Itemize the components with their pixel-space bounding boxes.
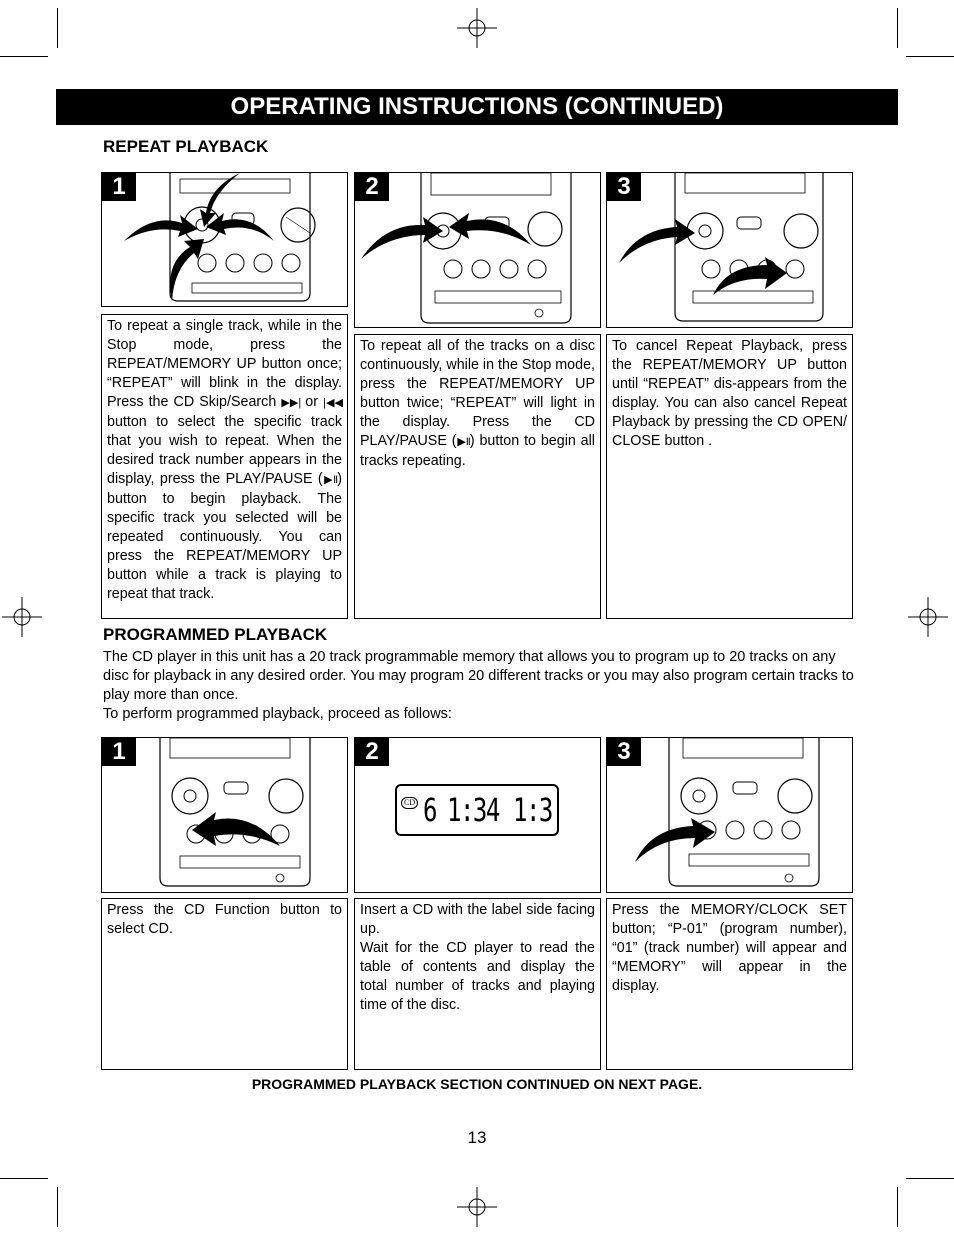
crop-mark [0, 1178, 48, 1179]
instruction-text: To repeat all of the tracks on a disc continuously, while in the Stop mode, press the REPEAT/MEMORY UP button twice; “REPEAT” will light in the display. Press the CD PLAY/PAUSE ( [360, 338, 595, 449]
repeat-step-1-text [101, 314, 348, 619]
crop-mark [906, 56, 954, 57]
registration-mark-icon [457, 1187, 497, 1227]
instruction-text: or [305, 394, 319, 410]
display-track-count: 6 [423, 791, 438, 829]
crop-mark [897, 8, 898, 48]
instruction-text: Press the CD Function button to select CD. [107, 902, 342, 937]
crop-mark [57, 1187, 58, 1227]
instruction-text: Insert a CD with the label side facing up. [360, 902, 595, 937]
section-heading-repeat: REPEAT PLAYBACK [103, 137, 269, 156]
display-total-time: 1:34 [447, 791, 499, 829]
page-title: OPERATING INSTRUCTIONS (CONTINUED) [56, 89, 898, 125]
play-pause-icon: ▶II [456, 436, 470, 448]
registration-mark-icon [2, 597, 42, 637]
step-number: 3 [607, 173, 641, 201]
continued-note: PROGRAMMED PLAYBACK SECTION CONTINUED ON NEXT PAGE. [251, 1076, 703, 1092]
step-number: 1 [102, 173, 136, 201]
cd-player-illustration [607, 738, 853, 893]
cd-player-illustration [102, 738, 348, 893]
skip-back-icon: |◀◀ [323, 397, 342, 409]
section-heading-programmed: PROGRAMMED PLAYBACK [103, 625, 328, 644]
cd-indicator: CD [401, 797, 418, 809]
step-number: 2 [355, 738, 389, 766]
programmed-step-2-illustration [354, 737, 601, 893]
cd-player-illustration [102, 173, 348, 307]
cd-player-illustration [355, 173, 601, 328]
display-disc-time: 1:3 [513, 791, 552, 829]
page-number: 13 [467, 1128, 487, 1147]
intro-paragraph: To perform programmed playback, proceed as follows: [103, 706, 452, 722]
repeat-step-2-illustration [354, 172, 601, 328]
repeat-step-2-text [354, 334, 601, 619]
instruction-text: To cancel Repeat Playback, press the REPEAT/MEMORY UP button until “REPEAT” dis-appears from the display. You can also cancel Repeat Playback by pressing the CD OPEN/ CLOSE button . [612, 338, 847, 449]
programmed-step-1-text [101, 898, 348, 1070]
crop-mark [897, 1187, 898, 1227]
skip-forward-icon: ▶▶| [281, 397, 301, 409]
instruction-text: Wait for the CD player to read the table of contents and display the total number of tracks and playing time of the disc. [360, 940, 595, 1013]
crop-mark [57, 8, 58, 48]
instruction-text: ) button to begin playback. The specific track you selected will be repeated continuously. You can press the REPEAT/MEMORY UP button while a track is playing to repeat that track. [107, 471, 342, 602]
cd-player-illustration [607, 173, 853, 328]
repeat-step-1-illustration [101, 172, 348, 307]
instruction-text: ) button to begin all tracks repeating. [360, 433, 595, 469]
instruction-text: To repeat a single track, while in the Stop mode, press the REPEAT/MEMORY UP button once; “REPEAT” will blink in the display. Press the CD Skip/Search [107, 318, 342, 410]
registration-mark-icon [908, 597, 948, 637]
instruction-text: button to select the specific track that you wish to repeat. When the desired track number appears in the display, press the PLAY/PAUSE ( [107, 414, 342, 487]
intro-paragraph: The CD player in this unit has a 20 track programmable memory that allows you to program up to 20 tracks on any disc for playback in any desired order. You may program 20 different tracks or you may also program certain tracks to play more than once. [103, 649, 854, 703]
step-number: 3 [607, 738, 641, 766]
crop-mark [906, 1178, 954, 1179]
repeat-step-3-illustration [606, 172, 853, 328]
repeat-step-3-text [606, 334, 853, 619]
programmed-step-1-illustration [101, 737, 348, 893]
step-number: 1 [102, 738, 136, 766]
play-pause-icon: ▶II [322, 474, 338, 486]
programmed-intro [103, 648, 863, 724]
registration-mark-icon [457, 8, 497, 48]
programmed-step-3-text [606, 898, 853, 1070]
programmed-step-2-text [354, 898, 601, 1070]
crop-mark [0, 56, 48, 57]
programmed-step-3-illustration [606, 737, 853, 893]
lcd-display [395, 784, 559, 836]
step-number: 2 [355, 173, 389, 201]
instruction-text: Press the MEMORY/CLOCK SET button; “P-01” (program number), “01” (track number) will appear and “MEMORY” will appear in the display. [612, 902, 847, 994]
